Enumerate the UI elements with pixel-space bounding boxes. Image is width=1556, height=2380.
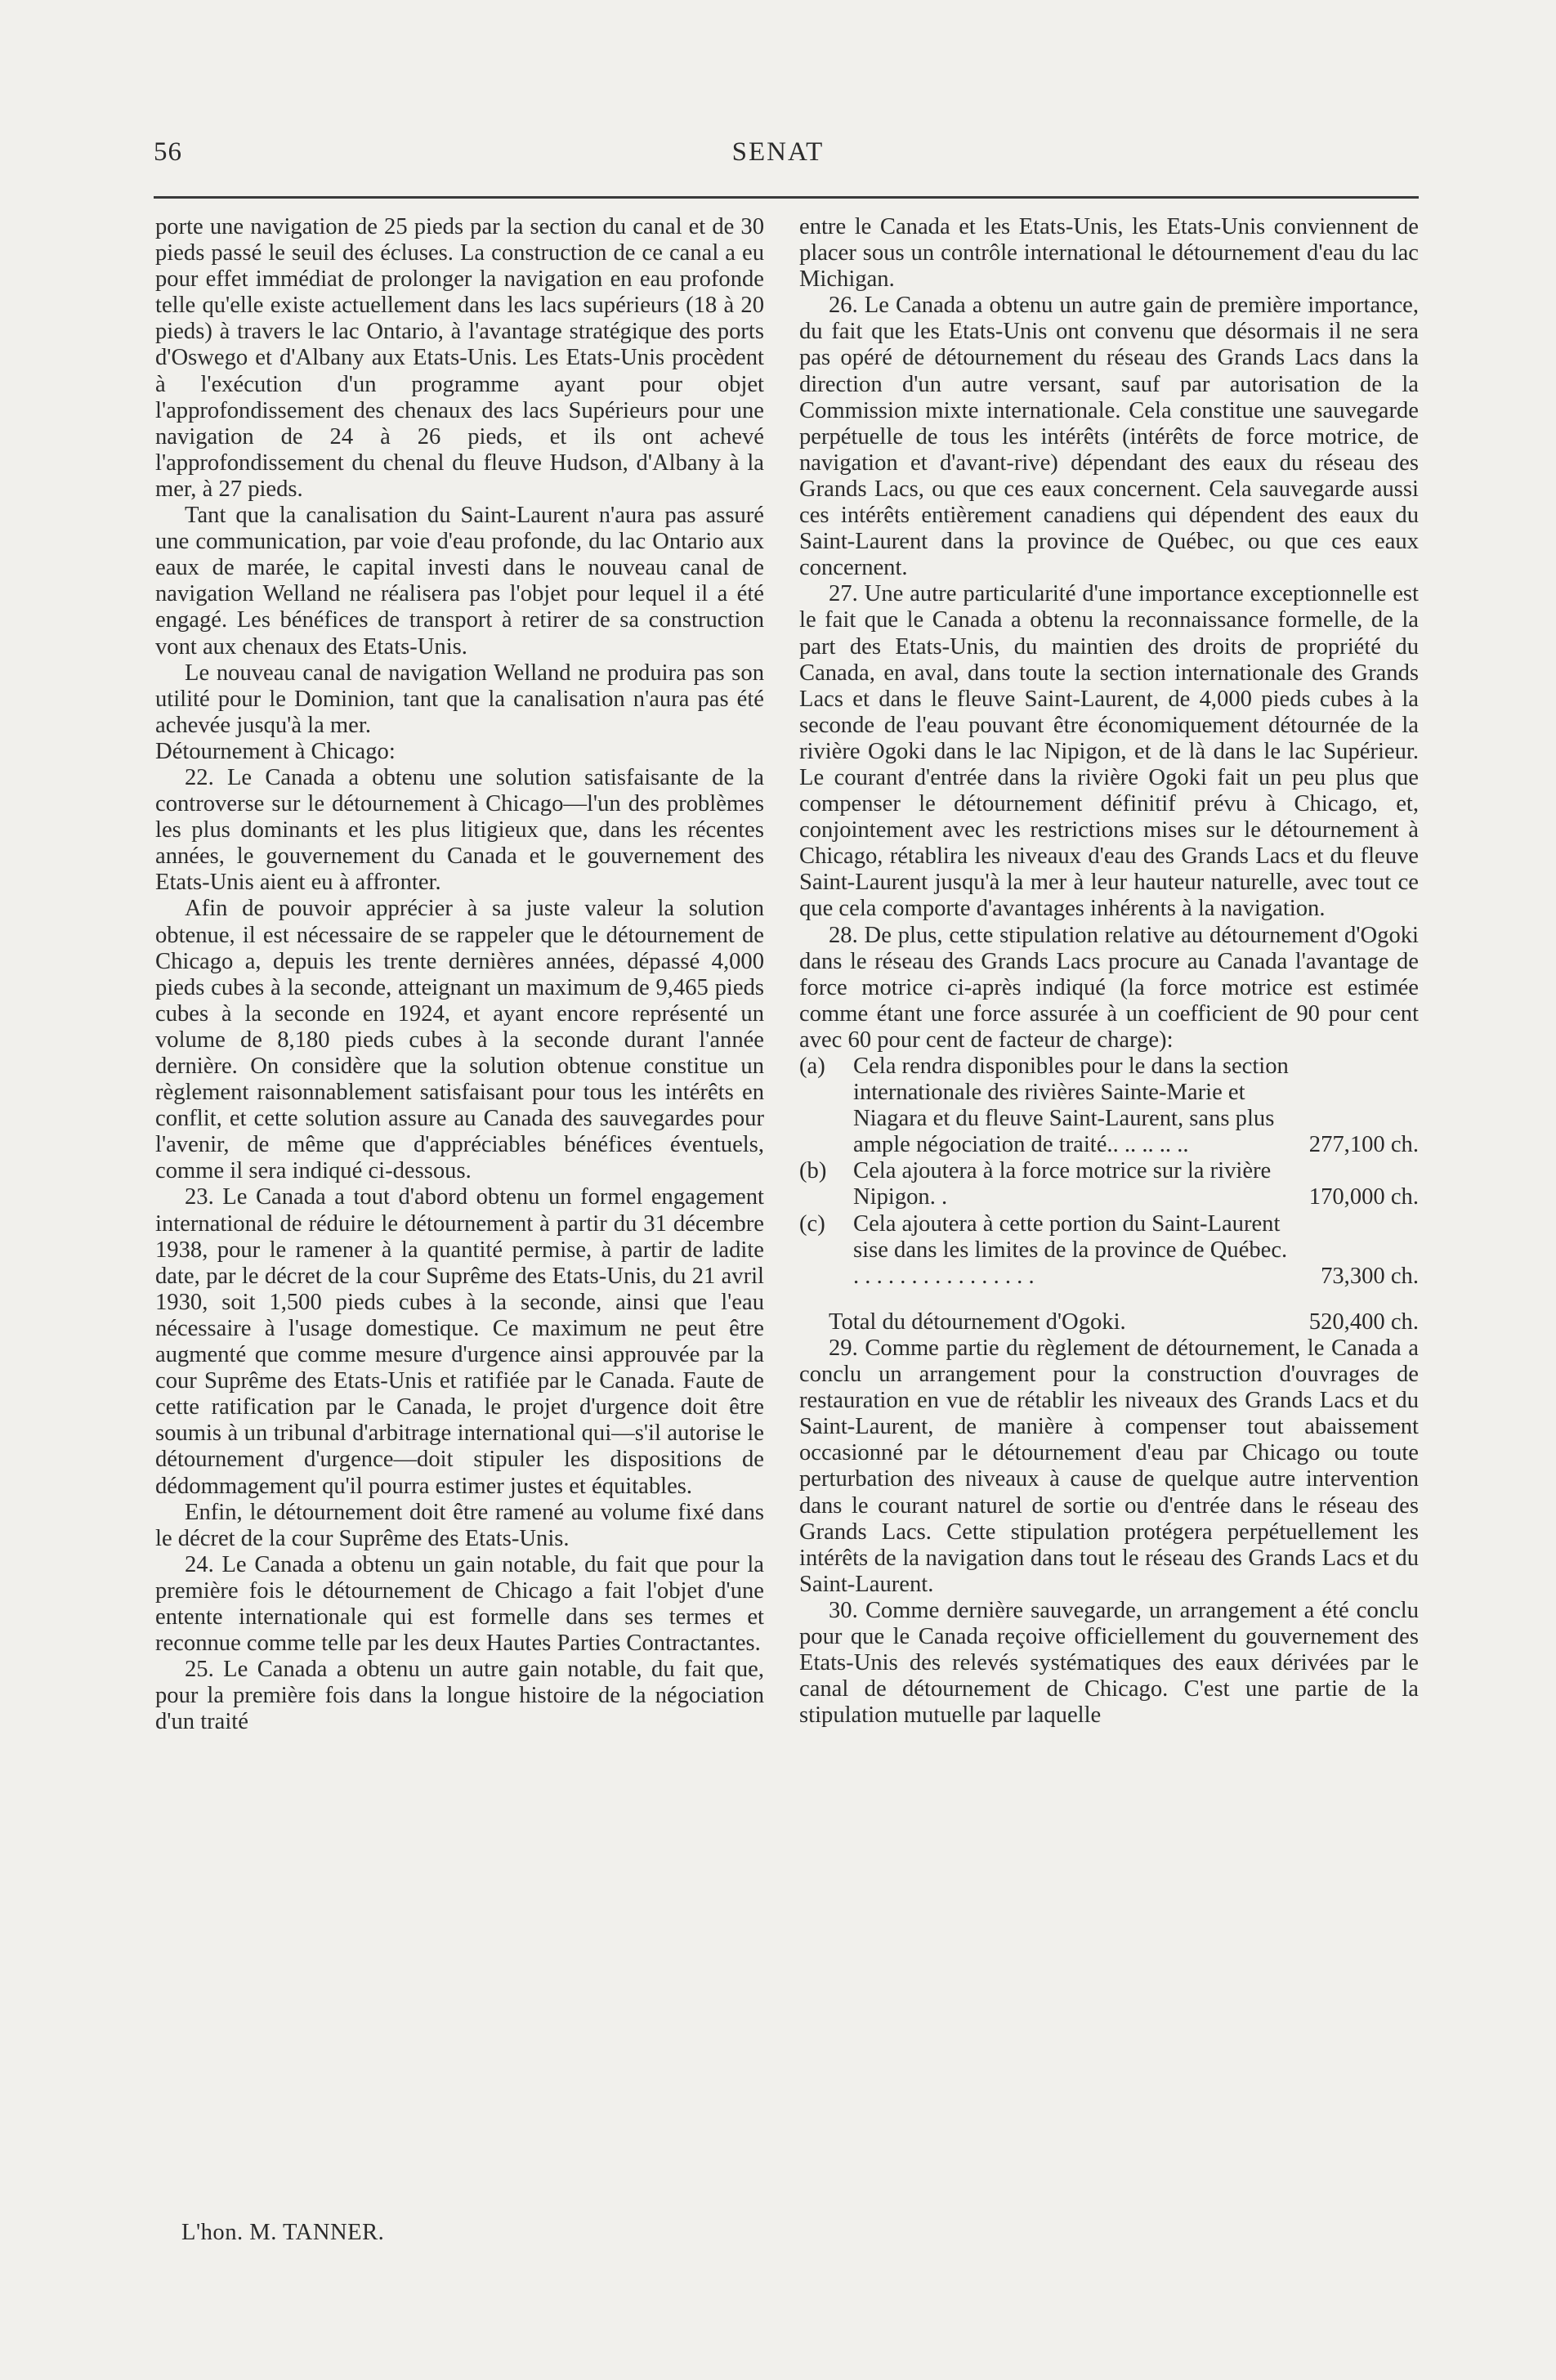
paragraph: 25. Le Canada a obtenu un autre gain notable, du fait que, pour la première fois dans la longue histoire de la négociation d'un traité — [155, 1657, 764, 1735]
left-column — [155, 214, 764, 1735]
header-rule — [154, 196, 1419, 199]
list-item — [799, 1054, 1419, 1158]
paragraph: Tant que la canalisation du Saint-Laurent n'aura pas assuré une communication, par voie d'eau profonde, du lac Ontario aux eaux de marée, le capital investi dans le nouveau canal de navigation Welland ne réalisera pas l'objet pour lequel il a été engagé. Les bénéfices de transport à retirer de sa construction vont aux chenaux des Etats-Unis. — [155, 503, 764, 660]
paragraph: Le nouveau canal de navigation Welland ne produira pas son utilité pour le Dominion, tant que la canalisation n'aura pas été achevée jusqu'à la mer. — [155, 660, 764, 738]
paragraph: 23. Le Canada a tout d'abord obtenu un formel engagement international de réduire le détournement à partir du 31 décembre 1938, pour le ramener à la quantité permise, à partir de ladite date, par le décret de la cour Suprême des Etats-Unis, du 21 avril 1930, soit 1,500 pieds cubes à la seconde, ainsi que l'eau nécessaire à l'usage domestique. Ce maximum ne peut être augmenté que comme mesure d'urgence ainsi approuvée par la cour Suprême des Etats-Unis et ratifiée par le Canada. Faute de cette ratification par le Canada, le projet d'urgence doit être soumis à un tribunal d'arbitrage international qui—s'il autorise le détournement d'urgence—doit stipuler les dispositions de dédommagement qu'il pourra estimer justes et équitables. — [155, 1184, 764, 1499]
total-label: Total du détournement d'Ogoki. — [829, 1309, 1126, 1335]
paragraph: 27. Une autre particularité d'une importance exceptionnelle est le fait que le Canada a obtenu la reconnaissance formelle, de la part des Etats-Unis, du maintien des droits de propriété du Canada, en aval, dans toute la section internationale des Grands Lacs et dans le fleuve Saint-Laurent, de 4,000 pieds cubes à la seconde de l'eau pouvant être économiquement détournée de la rivière Ogoki dans le lac Nipigon, et de là dans le lac Supérieur. Le courant d'entrée dans la rivière Ogoki fait un peu plus que compenser le détournement définitif prévu à Chicago, et, conjointement avec les restrictions mises sur le détournement à Chicago, rétablira les niveaux d'eau des Grands Lacs et du fleuve Saint-Laurent jusqu'à la mer à leur hauteur naturelle, avec tout ce que cela comporte d'avantages inhérents à la navigation. — [799, 581, 1419, 922]
item-label: (c) — [799, 1210, 825, 1237]
paragraph: porte une navigation de 25 pieds par la section du canal et de 30 pieds passé le seuil des écluses. La construction de ce canal a eu pour effet immédiat de prolonger la navigation en eau profonde telle qu'elle existe actuellement dans les lacs supérieurs (18 à 20 pieds) à travers le lac Ontario, à l'avantage stratégique des ports d'Oswego et d'Albany aux Etats-Unis. Les Etats-Unis procèdent à l'exécution d'un programme ayant pour objet l'approfondissement des chenaux des lacs Supérieurs pour une navigation de 24 à 26 pieds, et ils ont achevé l'approfondissement du chenal du fleuve Hudson, d'Albany à la mer, à 27 pieds. — [155, 214, 764, 502]
section-heading: Détournement à Chicago: — [155, 738, 396, 764]
running-head: SENAT — [731, 137, 825, 167]
item-text: Cela ajoutera à la force motrice sur la rivière Nipigon. . — [853, 1158, 1272, 1210]
item-value: 277,100 ch. — [1308, 1132, 1419, 1158]
list-item — [799, 1211, 1419, 1290]
speaker-footer: L'hon. M. TANNER. — [181, 2220, 385, 2245]
item-label: (b) — [799, 1158, 827, 1184]
paragraph: entre le Canada et les Etats-Unis, les Etats-Unis conviennent de placer sous un contrôle international le détournement d'eau du lac Michigan. — [799, 214, 1419, 293]
paragraph: 30. Comme dernière sauvegarde, un arrangement a été conclu pour que le Canada reçoive officiellement du gouvernement des Etats-Unis des relevés systématiques des eaux dérivées par le canal de détournement de Chicago. C'est une partie de la stipulation mutuelle par laquelle — [799, 1597, 1419, 1729]
item-value: 73,300 ch. — [1321, 1263, 1419, 1289]
item-value: 170,000 ch. — [1308, 1184, 1419, 1210]
paragraph: 22. Le Canada a obtenu une solution satisfaisante de la controverse sur le détournement à Chicago—l'un des problèmes les plus dominants et les plus litigieux que, dans les récentes années, le gouvernement du Canada et le gouvernement des Etats-Unis aient eu à affronter. — [155, 764, 764, 896]
item-text: Cela ajoutera à cette portion du Saint-Laurent sise dans les limites de la province de Québec. . . . . . . . . . . . . . . . . — [853, 1210, 1288, 1289]
ogoki-total-row — [799, 1309, 1419, 1335]
paragraph: 26. Le Canada a obtenu un autre gain de première importance, du fait que les Etats-Unis ont convenu que désormais il ne sera pas opéré de détournement du réseau des Grands Lacs dans la direction d'un autre versant, sauf par autorisation de la Commission mixte internationale. Cela constitue une sauvegarde perpétuelle de tous les intérêts (intérêts de force motrice, de navigation et d'avant-rive) dépendant des eaux du réseau des Grands Lacs, ou que ces eaux concernent. Cela sauvegarde aussi ces intérêts entièrement canadiens qui dépendent des eaux du Saint-Laurent dans la province de Québec, ou que ces eaux concernent. — [799, 293, 1419, 581]
total-value: 520,400 ch. — [1308, 1309, 1419, 1335]
paragraph: 29. Comme partie du règlement de détournement, le Canada a conclu un arrangement pour la construction d'ouvrages de restauration en vue de rétablir les niveaux des Grands Lacs et du Saint-Laurent, de manière à compenser tout abaissement occasionné par le détournement d'eau par Chicago ou toute perturbation des niveaux à cause de quelque autre intervention dans le courant naturel de sortie ou d'entrée dans le réseau des Grands Lacs. Cette stipulation protégera perpétuellement les intérêts de la navigation dans tout le réseau des Grands Lacs et du Saint-Laurent. — [799, 1335, 1419, 1597]
item-text: Cela rendra disponibles pour le dans la section internationale des rivières Sainte-Marie et Niagara et du fleuve Saint-Laurent, sans plus ample négociation de traité.. .. .. .. .. — [853, 1054, 1289, 1158]
paragraph: Afin de pouvoir apprécier à sa juste valeur la solution obtenue, il est nécessaire de se rappeler que le détournement de Chicago a, depuis les trente dernières années, dépassé 4,000 pieds cubes à la seconde, atteignant un maximum de 9,465 pieds cubes à la seconde en 1924, et ayant encore représenté un volume de 8,180 pieds cubes à la seconde durant l'année dernière. On considère que la solution obtenue constitue un règlement raisonnablement satisfaisant pour tous les intérêts en conflit, et cette solution assure au Canada des sauvegardes pour l'avenir, de même que d'appréciables bénéfices éventuels, comme il sera indiqué ci-dessous. — [155, 896, 764, 1184]
item-label: (a) — [799, 1054, 825, 1079]
paragraph: 24. Le Canada a obtenu un gain notable, du fait que pour la première fois le détournement de Chicago a fait l'objet d'une entente internationale qui est formelle dans ses termes et reconnue comme telle par les deux Hautes Parties Contractantes. — [155, 1551, 764, 1657]
ogoki-power-list — [799, 1054, 1419, 1290]
paragraph: 28. De plus, cette stipulation relative au détournement d'Ogoki dans le réseau des Grands Lacs procure au Canada l'avantage de force motrice ci-après indiqué (la force motrice est estimée comme étant une force assurée à un coefficient de 90 pour cent avec 60 pour cent de facteur de charge): — [799, 922, 1419, 1053]
list-item — [799, 1158, 1419, 1210]
page-number: 56 — [154, 137, 182, 167]
paragraph: Enfin, le détournement doit être ramené au volume fixé dans le décret de la cour Suprême des Etats-Unis. — [155, 1499, 764, 1551]
right-column — [799, 214, 1419, 1729]
